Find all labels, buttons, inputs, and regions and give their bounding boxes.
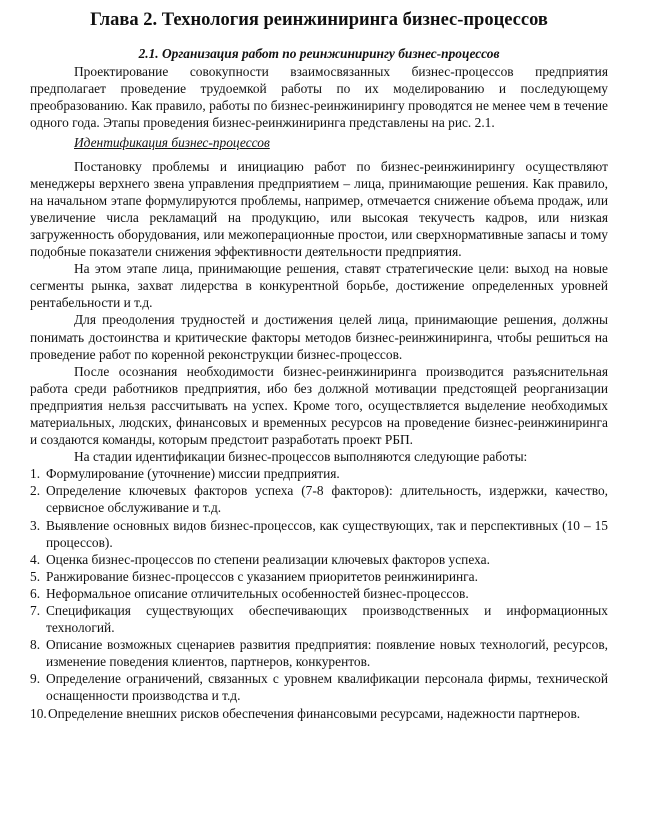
- list-item-text: Формулирование (уточнение) миссии предприятия.: [46, 466, 340, 482]
- list-item-number: 5.: [30, 568, 41, 584]
- list-item-text: Определение ограничений, связанных с уровнем квалификации персонала фирмы, технической оснащенности производства и т.д.: [46, 671, 608, 704]
- list-item-number: 2.: [30, 483, 41, 499]
- paragraph: На этом этапе лица, принимающие решения, ставят стратегические цели: выход на новые сегменты рынка, захват лидерства в конкурентной борьбе, достижение определенных уровней рентабельности и т.д.: [30, 261, 608, 311]
- list-item-number: 6.: [30, 585, 41, 601]
- chapter-title: Глава 2. Технология реинжиниринга бизнес-процессов: [90, 10, 548, 30]
- list-item: [30, 636, 608, 670]
- list-item-text: Определение внешних рисков обеспечения финансовыми ресурсами, надежности партнеров.: [48, 705, 581, 721]
- list-item: [30, 551, 608, 568]
- list-item-number: 8.: [30, 637, 41, 653]
- list-item-number: 3.: [30, 517, 41, 533]
- list-item: [30, 517, 608, 551]
- list-item-text: Определение ключевых факторов успеха (7-8 факторов): длительность, издержки, качество, сервисное обслуживание и т.д.: [46, 483, 608, 516]
- paragraph: На стадии идентификации бизнес-процессов выполняются следующие работы:: [74, 449, 528, 465]
- list-item-number: 9.: [30, 671, 41, 687]
- list-item-number: 7.: [30, 603, 41, 618]
- list-item: [30, 568, 608, 585]
- list-item-text: Неформальное описание отличительных особенностей бизнес-процессов.: [46, 585, 469, 601]
- list-item: [30, 585, 608, 602]
- list-item: [30, 602, 608, 636]
- list-item-text: Описание возможных сценариев развития предприятия: появление новых технологий, ресурсов, изменение поведения клиентов, партнеров, конкурентов.: [46, 637, 608, 670]
- list-item-number: 10.: [30, 705, 47, 721]
- paragraph: Постановку проблемы и инициацию работ по бизнес-реинжинирингу осуществляют менеджеры верхнего звена управления предприятием – лица, принимающие решения. Как правило, на начальном этапе формулируются проблемы, например, отмечается снижение объема продаж, или увеличение числа рекламаций на продукцию, или высокая текучесть кадров, или низкая загруженность оборудования, или межоперационные простои, или сверхнормативные запасы и тому подобные показатели снижения эффективности деятельности предприятия.: [30, 158, 608, 260]
- list-item: [30, 670, 608, 704]
- works-list: [30, 465, 608, 721]
- paragraph: После осознания необходимости бизнес-реинжиниринга производится разъяснительная работа среди работников предприятия, ибо без должной мотивации предстоящей реорганизации предприятия нельзя рассчитывать на успех. Кроме того, осуществляется выделение необходимых материальных, людских, финансовых и временных ресурсов на проведение бизнес-реинжиниринга и создаются команды, которым предстоит разработать проект РБП.: [30, 363, 608, 448]
- intro-paragraph: Проектирование совокупности взаимосвязанных бизнес-процессов предприятия предполагает проведение трудоемкой работы по их моделированию и последующему преобразованию. Как правило, работы по бизнес-реинжинирингу проводятся не менее чем в течение одного года. Этапы проведения бизнес-реинжиниринга представлены на рис. 2.1.: [30, 64, 608, 131]
- paragraph: Для преодоления трудностей и достижения целей лица, принимающие решения, должны понимать достоинства и критические факторы методов бизнес-реинжиниринга, чтобы решиться на проведение работ по коренной реконструкции бизнес-процессов.: [30, 312, 608, 362]
- list-item: [30, 705, 608, 722]
- list-item-text: Выявление основных видов бизнес-процессов, как существующих, так и перспективных (10 – 15 процессов).: [46, 517, 608, 550]
- list-item-text: Ранжирование бизнес-процессов с указанием приоритетов реинжиниринга.: [46, 568, 478, 584]
- list-item-number: 1.: [30, 466, 41, 482]
- list-item-number: 4.: [30, 551, 41, 567]
- list-item: [30, 482, 608, 516]
- list-item: [30, 465, 608, 482]
- list-item-text: Спецификация существующих обеспечивающих производственных и информационных технологий.: [46, 603, 608, 636]
- section-title: 2.1. Организация работ по реинжинирингу бизнес-процессов: [138, 46, 500, 61]
- subheading-identification: Идентификация бизнес-процессов: [74, 135, 270, 151]
- list-item-text: Оценка бизнес-процессов по степени реализации ключевых факторов успеха.: [46, 551, 490, 567]
